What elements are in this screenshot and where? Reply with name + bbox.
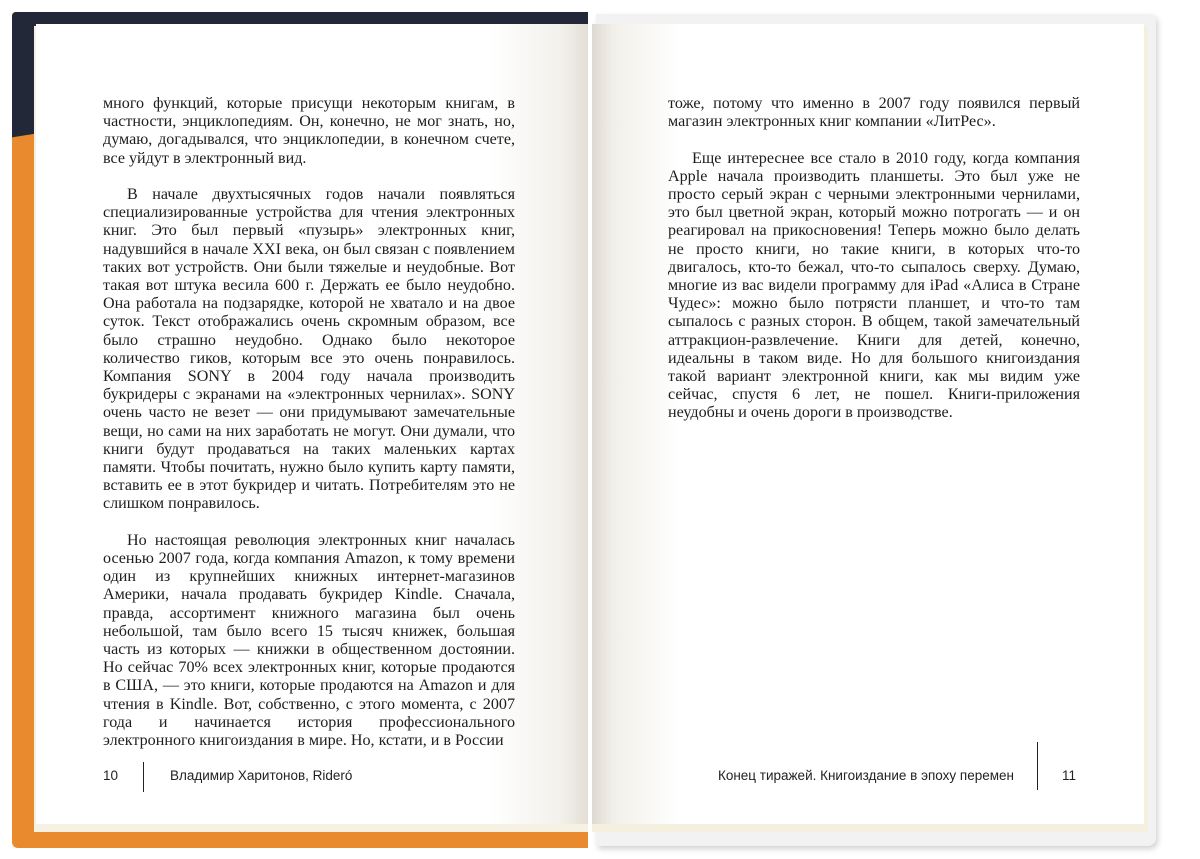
left-page bbox=[36, 24, 588, 824]
paragraph: Еще интереснее все стало в 2010 году, когда компания Apple начала производить планшеты. Это был уже не просто серый экран с черными электронными чернилами, это был цветной экран, который можно потрогать — и он реагировал на прикосновения! Теперь можно было делать не просто книги, но такие книги, в которых что-то двигалось, кто-то бежал, что-то сыпалось сверху. Думаю, многие из вас видели программу для iPad «Алиса в Стране Чудес»: можно было потрясти планшет, и что-то там сыпалось с разных сторон. В общем, такой замечательный аттракцион-развлечение. Книги для детей, конечно, идеальны в таком виде. Но для большого книгоиздания такой вариант электронной книги, как мы видим уже сейчас, спустя 6 лет, не пошел. Книги-приложения неудобны и очень дороги в производстве. bbox=[668, 149, 1080, 422]
right-page-footer bbox=[672, 742, 1092, 792]
running-head: Владимир Харитонов, Rideró bbox=[170, 768, 353, 783]
paragraph: Но настоящая революция электронных книг началась осенью 2007 года, когда компания Amazon, к тому времени один из крупнейших книжных интернет-магазинов Америки, начала продавать букридер Kindle. Сначала, правда, ассортимент книжного магазина был очень небольшой, там было всего 15 тысяч книжек, большая часть из которых — книжки в общественном достоянии. Но сейчас 70% всех электронных книг, которые продаются в США, — это книги, которые продаются на Amazon и для чтения в Kindle. Вот, собственно, с этого момента, с 2007 года и начинается история профессионального электронного книгоиздания в мире. Но, кстати, и в России bbox=[103, 531, 515, 750]
paragraph: тоже, потому что именно в 2007 году появился первый магазин электронных книг компании «ЛитРес». bbox=[668, 95, 1080, 131]
left-page-footer bbox=[103, 742, 563, 792]
page-number: 10 bbox=[103, 768, 119, 783]
paragraph: В начале двухтысячных годов начали появляться специализированные устройства для чтения электронных книг. Это был первый «пузырь» электронных книг, надувшийся в начале XXI века, он был связан с появлением таких вот устройств. Они были тяжелые и неудобные. Вот такая вот штука весила 600 г. Держать ее было неудобно. Она работала на подзарядке, которой не хватало и на двое суток. Текст отображались очень скромным образом, все было страшно неудобно. Однако было некоторое количество гиков, которым все это очень понравилось. Компания SONY в 2004 году начала производить букридеры с экранами на «электронных чернилах». SONY очень часто не везет — они придумывают замечательные вещи, но сами на них заработать не могут. Они думали, что книги будут продаваться на таких маленьких картах памяти. Чтобы почитать, нужно было купить карту памяти, вставить ее в этот букридер и читать. Потребителям это не слишком понравилось. bbox=[103, 186, 515, 513]
footer-divider bbox=[143, 762, 144, 792]
right-page-text bbox=[668, 95, 1080, 423]
running-head: Конец тиражей. Книгоиздание в эпоху перемен bbox=[717, 768, 1014, 783]
paragraph: много функций, которые присущи некоторым книгам, в частности, энциклопедиям. Он, конечно, не мог знать, но, думаю, догадывался, что энциклопедии, в конечном счете, все уйдут в электронный вид. bbox=[103, 95, 515, 167]
left-page-text bbox=[103, 95, 515, 750]
footer-divider bbox=[1037, 742, 1038, 790]
right-page bbox=[592, 24, 1144, 824]
page-number: 11 bbox=[1061, 768, 1076, 783]
